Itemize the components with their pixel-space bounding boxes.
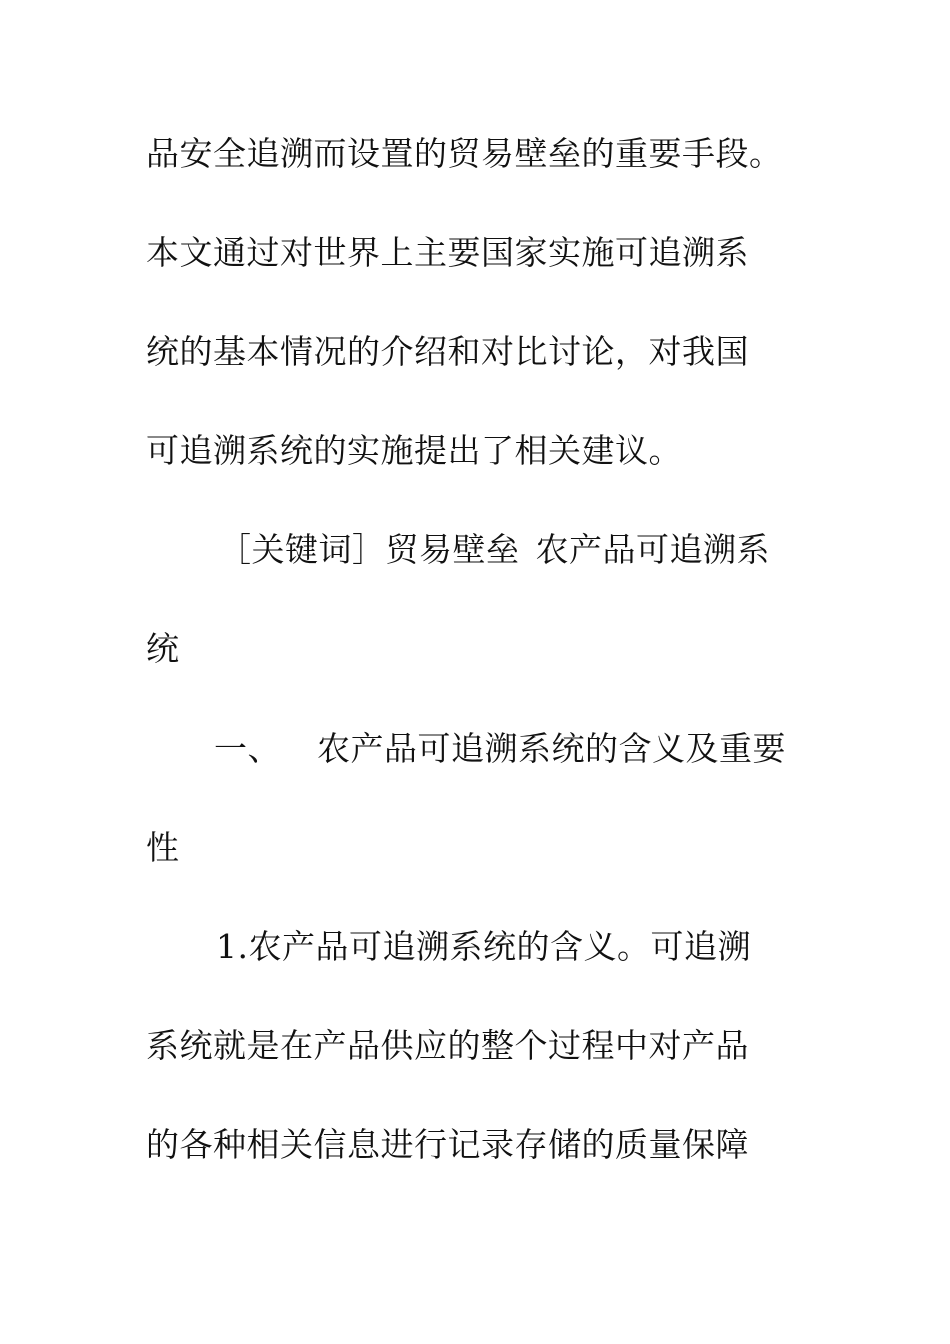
keywords-continuation: 统 [146,629,180,668]
body-text-line: 可追溯系统的实施提出了相关建议。 [146,431,682,470]
body-text-line: 本文通过对世界上主要国家实施可追溯系 [146,233,749,272]
body-text-line: 统的基本情况的介绍和对比讨论，对我国 [146,332,749,371]
section-heading-continuation: 性 [146,828,180,867]
section-heading [214,729,786,769]
section-number: 一、 [214,729,281,768]
body-text-line: 的各种相关信息进行记录存储的质量保障 [146,1125,749,1164]
body-text-line: 品安全追溯而设置的贸易壁垒的重要手段。 [146,134,783,173]
keywords-term: 农产品可追溯系 [535,530,770,569]
keywords-line [218,530,770,570]
section-title: 农产品可追溯系统的含义及重要 [317,729,786,768]
body-text-line: 系统就是在产品供应的整个过程中对产品 [146,1026,749,1065]
subsection-lead-line: 1.农产品可追溯系统的含义。可追溯 [216,927,751,966]
keywords-label: ［关键词］贸易壁垒 [218,530,520,569]
